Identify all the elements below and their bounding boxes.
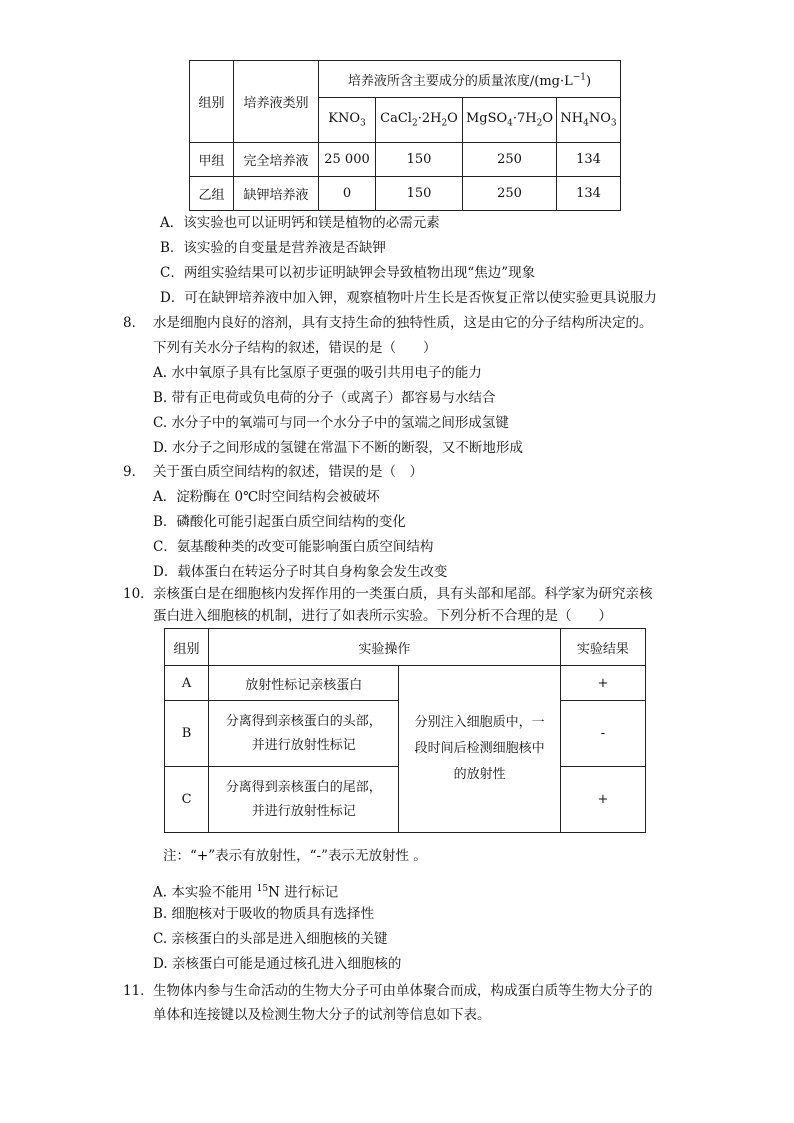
q11-stem: 生物体内参与生命活动的生物大分子可由单体聚合而成，构成蛋白质等生物大分子的: [153, 983, 653, 999]
cell-value: 150: [376, 177, 463, 211]
q8-option-b: B. 带有正电荷或负电荷的分子（或离子）都容易与水结合: [153, 390, 496, 406]
q8-option-a: A. 水中氧原子具有比氢原子更强的吸引共用电子的能力: [153, 365, 482, 381]
q7-option-d: D．可在缺钾培养液中加入钾，观察植物叶片生长是否恢复正常以使实验更具说服力: [160, 290, 657, 306]
q8-option-c: C. 水分子中的氧端可与同一个水分子中的氢端之间形成氢键: [153, 415, 509, 431]
header-operation: 实验操作: [209, 629, 561, 666]
cell-operation: 分离得到亲核蛋白的头部， 并进行放射性标记: [209, 701, 399, 767]
q11-number: 11．: [123, 983, 154, 999]
q9-stem: 关于蛋白质空间结构的叙述，错误的是（ ）: [153, 464, 423, 480]
q10-option-c: C. 亲核蛋白的头部是进入细胞核的关键: [153, 931, 388, 947]
q7-option-a: A．该实验也可以证明钙和镁是植物的必需元素: [160, 215, 440, 231]
header-main: 培养液所含主要成分的质量浓度$/(mg\cdot L^{-1})$: [319, 61, 621, 98]
q9-option-c: C．氨基酸种类的改变可能影响蛋白质空间结构: [153, 539, 434, 555]
header-cacl2: $CaCl_2\cdot 2H_2O$: [376, 98, 463, 143]
header-result: 实验结果: [560, 629, 645, 666]
cell-value: 134: [557, 143, 621, 177]
q9-option-b: B．磷酸化可能引起蛋白质空间结构的变化: [153, 514, 406, 530]
q9-number: 9．: [123, 464, 146, 480]
cell-group: 乙组: [190, 177, 234, 211]
header-type: 培养液类别: [234, 61, 319, 143]
q8-stem: 水是细胞内良好的溶剂，具有支持生命的独特性质，这是由它的分子结构所决定的。: [153, 315, 653, 331]
q10-option-d: D. 亲核蛋白可能是通过核孔进入细胞核的: [153, 956, 402, 972]
cell-group: C: [165, 767, 209, 833]
q8-number: 8．: [123, 315, 146, 331]
cell-value: 0: [319, 177, 376, 211]
cell-value: 250: [463, 143, 557, 177]
cell-value: 250: [463, 177, 557, 211]
nutrient-table: [189, 60, 621, 211]
header-group: 组别: [165, 629, 209, 666]
cell-value: 150: [376, 143, 463, 177]
cell-type: 完全培养液: [234, 143, 319, 177]
q10-option-b: B. 细胞核对于吸收的物质具有选择性: [153, 906, 375, 922]
cell-group: 甲组: [190, 143, 234, 177]
table-row: [165, 666, 646, 701]
header-mgso4: $MgSO_4\cdot 7H_2O$: [463, 98, 557, 143]
cell-operation: 放射性标记亲核蛋白: [209, 666, 399, 701]
experiment-table: [164, 628, 646, 833]
cell-value: 25 000: [319, 143, 376, 177]
q10-number: 10．: [123, 586, 154, 602]
q11-stem-2: 单体和连接键以及检测生物大分子的试剂等信息如下表。: [153, 1007, 491, 1023]
cell-result: +: [560, 767, 645, 833]
cell-group: B: [165, 701, 209, 767]
header-nh4no3: $NH_4NO_3$: [557, 98, 621, 143]
cell-operation: 分离得到亲核蛋白的尾部， 并进行放射性标记: [209, 767, 399, 833]
q10-stem-2: 蛋白进入细胞核的机制，进行了如表所示实验。下列分析不合理的是（ ）: [153, 608, 612, 624]
table-row: [190, 143, 621, 177]
q10-note: 注：“+”表示有放射性，“-”表示无放射性 。: [163, 848, 427, 864]
q7-option-c: C．两组实验结果可以初步证明缺钾会导致植物出现“焦边”现象: [160, 265, 536, 281]
q8-option-d: D. 水分子之间形成的氢键在常温下不断的断裂，又不断地形成: [153, 440, 523, 456]
q7-option-b: B．该实验的自变量是营养液是否缺钾: [160, 240, 386, 256]
q10-option-a: A. 本实验不能用 $^{15}$N 进行标记: [153, 884, 339, 901]
q10-stem: 亲核蛋白是在细胞核内发挥作用的一类蛋白质，具有头部和尾部。科学家为研究亲核: [153, 586, 653, 602]
q9-option-a: A．淀粉酶在 0℃时空间结构会被破坏: [153, 489, 380, 505]
cell-type: 缺钾培养液: [234, 177, 319, 211]
q8-stem-2: 下列有关水分子结构的叙述，错误的是（ ）: [153, 340, 437, 356]
cell-result: +: [560, 666, 645, 701]
cell-value: 134: [557, 177, 621, 211]
cell-group: A: [165, 666, 209, 701]
cell-result: -: [560, 701, 645, 767]
header-group: 组别: [190, 61, 234, 143]
q9-option-d: D．载体蛋白在转运分子时其自身构象会发生改变: [153, 564, 448, 580]
cell-shared-operation: 分别注入细胞质中，一 段时间后检测细胞核中 的放射性: [399, 666, 560, 833]
header-kno3: $KNO_3$: [319, 98, 376, 143]
table-row: [190, 177, 621, 211]
